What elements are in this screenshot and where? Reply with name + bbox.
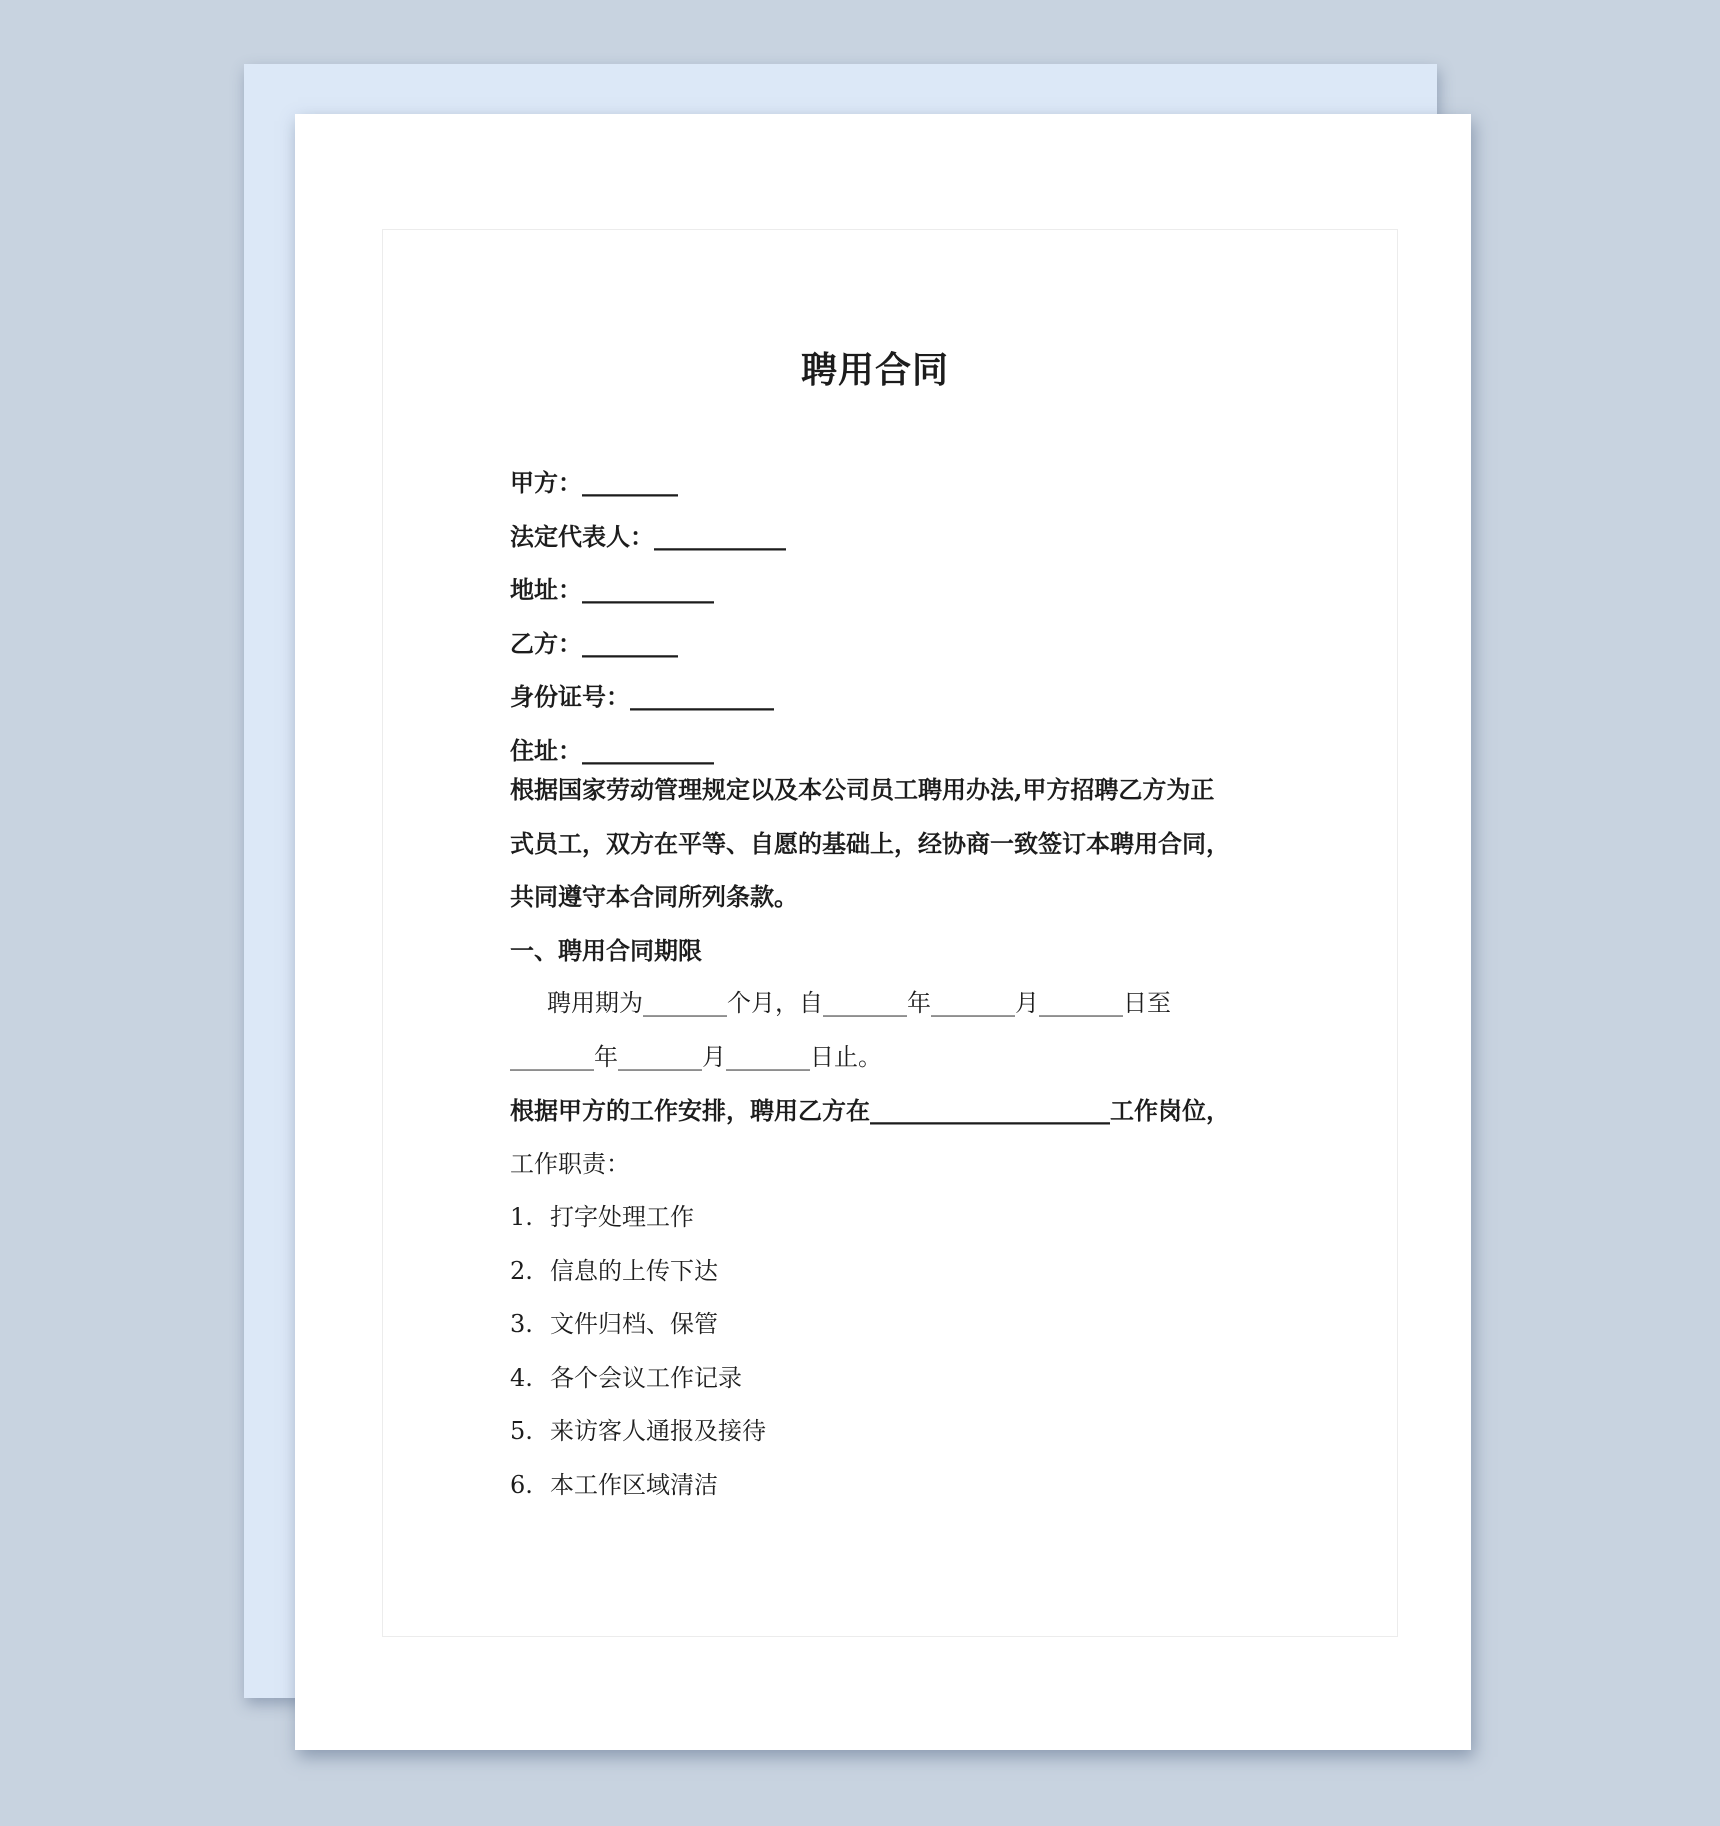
- duty-item-5-text: 来访客人通报及接待: [550, 1417, 766, 1445]
- field-party-b-label: 乙方：: [510, 628, 582, 658]
- duty-item-6-number: 6.: [510, 1470, 533, 1499]
- field-address: [510, 563, 1254, 617]
- field-party-b: [510, 617, 1254, 671]
- field-address-blank: ___________: [582, 575, 714, 604]
- field-id-number-blank: ____________: [630, 682, 774, 711]
- duty-item-4-text: 各个会议工作记录: [550, 1363, 742, 1392]
- field-party-b-blank: ________: [582, 628, 678, 658]
- duty-item-3: [510, 1298, 1254, 1352]
- field-residence-label: 住址：: [510, 735, 582, 765]
- duty-item-6: [510, 1459, 1254, 1513]
- assignment-line: 根据甲方的工作安排，聘用乙方在____________________工作岗位，: [510, 1096, 1230, 1125]
- duty-item-2: [510, 1245, 1254, 1299]
- intro-paragraph: [510, 763, 1254, 924]
- duty-item-1-text: 打字处理工作: [550, 1203, 694, 1231]
- duty-item-1: [510, 1191, 1254, 1245]
- intro-line-2: 式员工，双方在平等、自愿的基础上，经协商一致签订本聘用合同，: [510, 828, 1230, 858]
- duty-item-6-text: 本工作区域清洁: [550, 1470, 718, 1499]
- term-line-2: _______年_______月_______日止。: [510, 1042, 882, 1071]
- duty-item-1-number: 1.: [510, 1203, 533, 1231]
- duty-item-3-number: 3.: [510, 1310, 533, 1338]
- duty-item-4-number: 4.: [510, 1363, 533, 1392]
- term-line-1: 聘用期为_______个月，自_______年_______月_______日至: [547, 989, 1171, 1017]
- field-id-number-label: 身份证号：: [510, 682, 630, 711]
- duty-item-2-text: 信息的上传下达: [550, 1256, 718, 1285]
- field-id-number: [510, 670, 1254, 724]
- field-party-a: [510, 456, 1254, 510]
- field-legal-representative: [510, 510, 1254, 564]
- section-heading-term: 一、聘用合同期限: [510, 935, 702, 965]
- field-party-a-blank: ________: [582, 468, 678, 497]
- document-page: [295, 114, 1471, 1750]
- duties-label: 工作职责：: [510, 1149, 630, 1178]
- field-address-label: 地址：: [510, 575, 582, 604]
- intro-line-3: 共同遵守本合同所列条款。: [510, 882, 798, 911]
- field-legal-representative-blank: ___________: [654, 521, 786, 551]
- field-party-a-label: 甲方：: [510, 468, 582, 497]
- document-content: [510, 456, 1254, 1512]
- field-residence-blank: ___________: [582, 735, 714, 765]
- duty-item-3-text: 文件归档、保管: [550, 1310, 718, 1338]
- duty-item-2-number: 2.: [510, 1256, 533, 1285]
- duty-item-5: [510, 1405, 1254, 1459]
- intro-line-1: 根据国家劳动管理规定以及本公司员工聘用办法,甲方招聘乙方为正: [510, 775, 1215, 804]
- duty-item-4: [510, 1352, 1254, 1406]
- duty-item-5-number: 5.: [510, 1417, 533, 1445]
- document-title: 聘用合同: [800, 349, 949, 391]
- field-legal-representative-label: 法定代表人：: [510, 521, 654, 551]
